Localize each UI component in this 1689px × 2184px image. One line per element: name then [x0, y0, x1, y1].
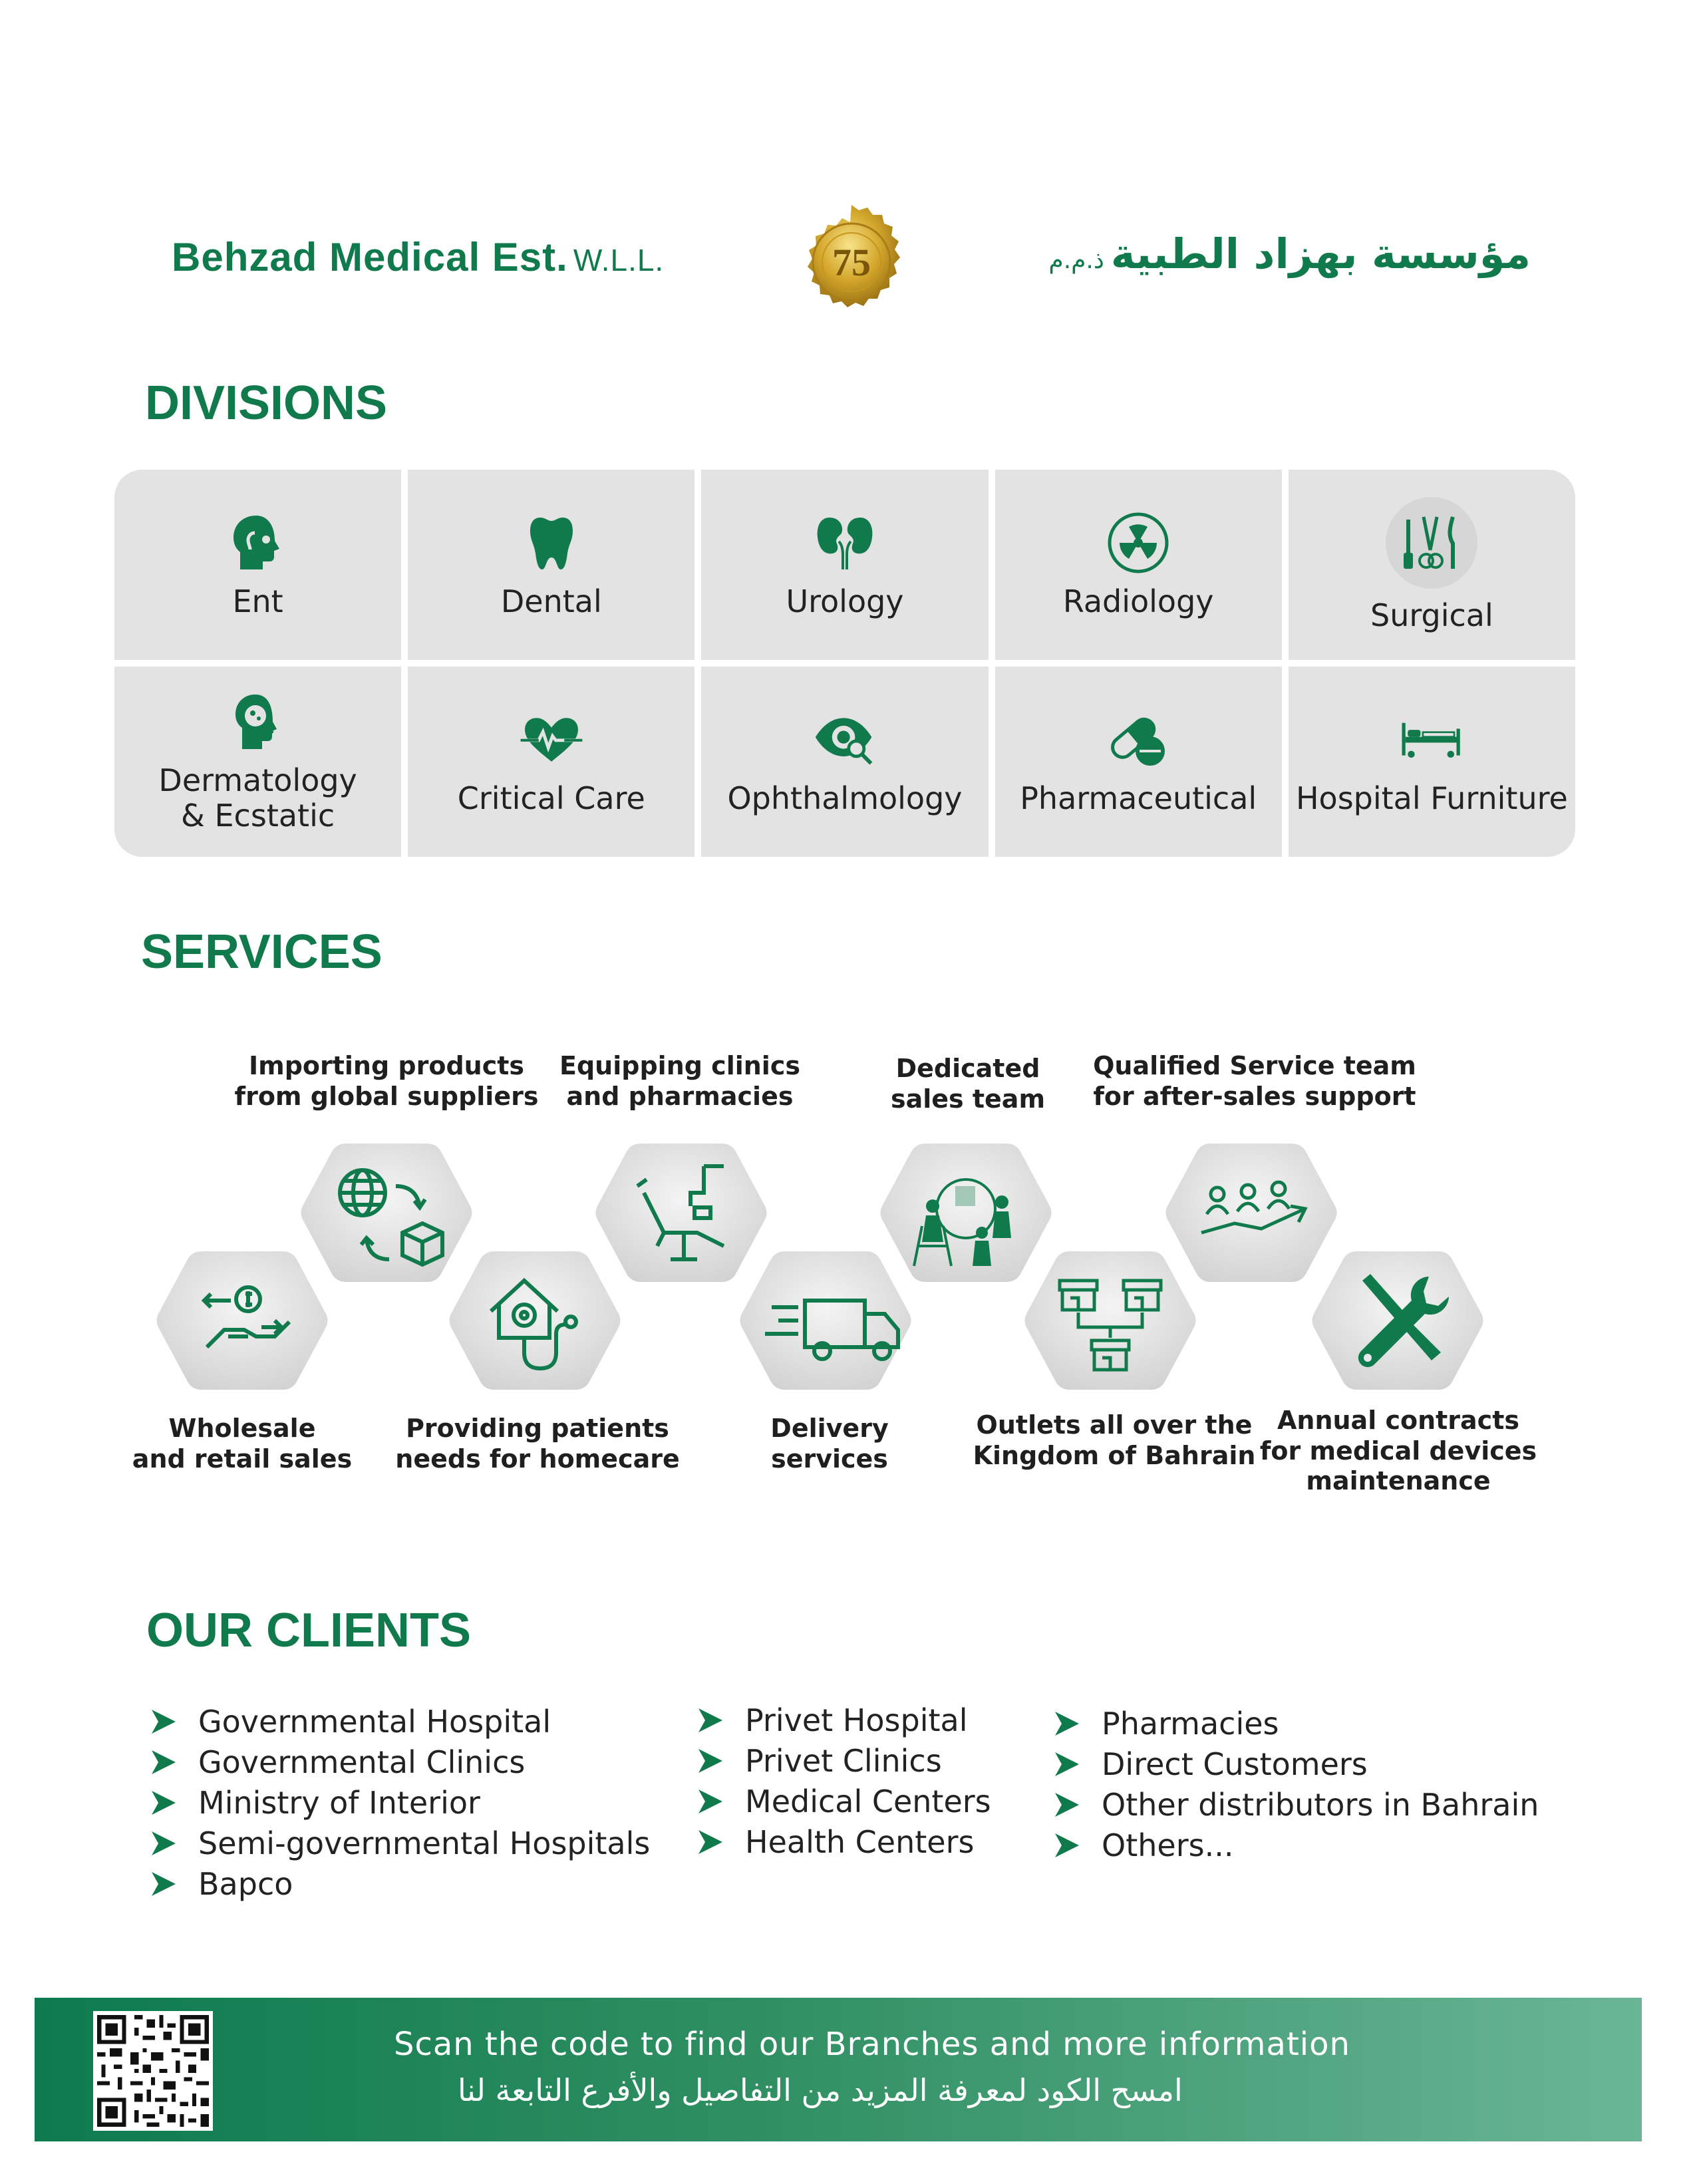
brand-name-en	[172, 234, 664, 280]
list-item: Ministry of Interior	[149, 1782, 650, 1823]
division-critical-care	[408, 667, 694, 857]
division-label: Urology	[786, 583, 904, 619]
clients-column-2	[696, 1700, 991, 1862]
service-label-maintenance: Annual contracts for medical devices maintenance	[1259, 1406, 1537, 1496]
radiation-icon	[1106, 511, 1170, 575]
division-pharmaceutical	[995, 667, 1282, 857]
division-hospital-furniture	[1289, 667, 1575, 857]
service-label-after-sales: Qualified Service team for after-sales support	[1093, 1051, 1416, 1111]
service-label-equipping: Equipping clinics and pharmacies	[559, 1051, 800, 1111]
brand-name-en-text: Behzad Medical Est.	[172, 235, 568, 279]
division-label: Dermatology & Ecstatic	[158, 762, 357, 834]
arrow-bullet-icon	[696, 1827, 725, 1857]
divisions-title: DIVISIONS	[145, 377, 388, 430]
division-ophthalmology	[701, 667, 988, 857]
service-label-importing: Importing products from global suppliers	[234, 1051, 539, 1111]
list-item: Governmental Hospital	[149, 1701, 650, 1742]
arrow-bullet-icon	[1052, 1750, 1082, 1779]
division-label: Dental	[500, 583, 602, 619]
list-item: Pharmacies	[1052, 1703, 1539, 1744]
arrow-bullet-icon	[149, 1788, 178, 1817]
arrow-bullet-icon	[149, 1707, 178, 1736]
clients-column-1	[149, 1701, 650, 1904]
list-item: Governmental Clinics	[149, 1742, 650, 1782]
service-label-homecare: Providing patients needs for homecare	[395, 1414, 680, 1474]
arrow-bullet-icon	[149, 1869, 178, 1899]
brand-name-ar-text: مؤسسة بهزاد الطبية	[1110, 230, 1531, 278]
division-ent	[114, 470, 401, 660]
arrow-bullet-icon	[1052, 1831, 1082, 1860]
divisions-grid	[114, 470, 1575, 857]
skin-head-icon	[226, 690, 290, 754]
division-surgical	[1289, 470, 1575, 660]
list-item: Privet Hospital	[696, 1700, 991, 1740]
service-label-outlets: Outlets all over the Kingdom of Bahrain	[973, 1410, 1256, 1470]
brand-suffix-en: W.L.L.	[573, 243, 665, 277]
division-label: Radiology	[1062, 583, 1214, 619]
clients-title: OUR CLIENTS	[146, 1604, 472, 1657]
list-item: Health Centers	[696, 1821, 991, 1862]
ent-head-icon	[226, 511, 290, 575]
list-item: Medical Centers	[696, 1781, 991, 1821]
eye-icon	[813, 708, 877, 772]
division-urology	[701, 470, 988, 660]
division-label: Hospital Furniture	[1295, 780, 1568, 816]
list-item: Others...	[1052, 1825, 1539, 1865]
list-item: Direct Customers	[1052, 1744, 1539, 1784]
anniversary-seal-icon	[793, 204, 910, 321]
arrow-bullet-icon	[149, 1829, 178, 1858]
footer-banner	[35, 1998, 1642, 2141]
arrow-bullet-icon	[696, 1706, 725, 1735]
list-item: Privet Clinics	[696, 1740, 991, 1781]
division-label: Ent	[232, 583, 283, 619]
services-title: SERVICES	[141, 925, 383, 979]
kidneys-icon	[813, 511, 877, 575]
service-hex-maintenance	[1310, 1247, 1485, 1399]
list-item: Bapco	[149, 1863, 650, 1904]
heartbeat-icon	[520, 708, 583, 772]
division-label: Ophthalmology	[727, 780, 963, 816]
footer-text-en: Scan the code to find our Branches and more information	[394, 2026, 1350, 2063]
arrow-bullet-icon	[696, 1787, 725, 1816]
division-label: Surgical	[1370, 597, 1493, 633]
tooth-icon	[520, 511, 583, 575]
service-label-delivery: Delivery services	[770, 1414, 889, 1474]
arrow-bullet-icon	[1052, 1790, 1082, 1819]
list-item: Other distributors in Bahrain	[1052, 1784, 1539, 1825]
list-item: Semi-governmental Hospitals	[149, 1823, 650, 1863]
surgical-tools-icon	[1386, 497, 1477, 589]
arrow-bullet-icon	[696, 1746, 725, 1776]
pill-icon	[1106, 708, 1170, 772]
brand-name-ar	[1048, 230, 1531, 278]
service-label-sales-team: Dedicated sales team	[890, 1054, 1046, 1114]
brand-suffix-ar: ذ.م.م	[1048, 247, 1104, 274]
seal-number: 75	[832, 241, 871, 284]
division-dental	[408, 470, 694, 660]
division-label: Critical Care	[457, 780, 645, 816]
qr-code-icon[interactable]	[93, 2011, 213, 2131]
service-label-wholesale: Wholesale and retail sales	[132, 1414, 353, 1474]
division-label: Pharmaceutical	[1020, 780, 1257, 816]
arrow-bullet-icon	[149, 1748, 178, 1777]
footer-text-ar: امسح الكود لمعرفة المزيد من التفاصيل والأفرع التابعة لنا	[458, 2072, 1183, 2108]
division-dermatology	[114, 667, 401, 857]
hospital-bed-icon	[1400, 708, 1463, 772]
division-radiology	[995, 470, 1282, 660]
arrow-bullet-icon	[1052, 1709, 1082, 1738]
clients-column-3	[1052, 1703, 1539, 1865]
